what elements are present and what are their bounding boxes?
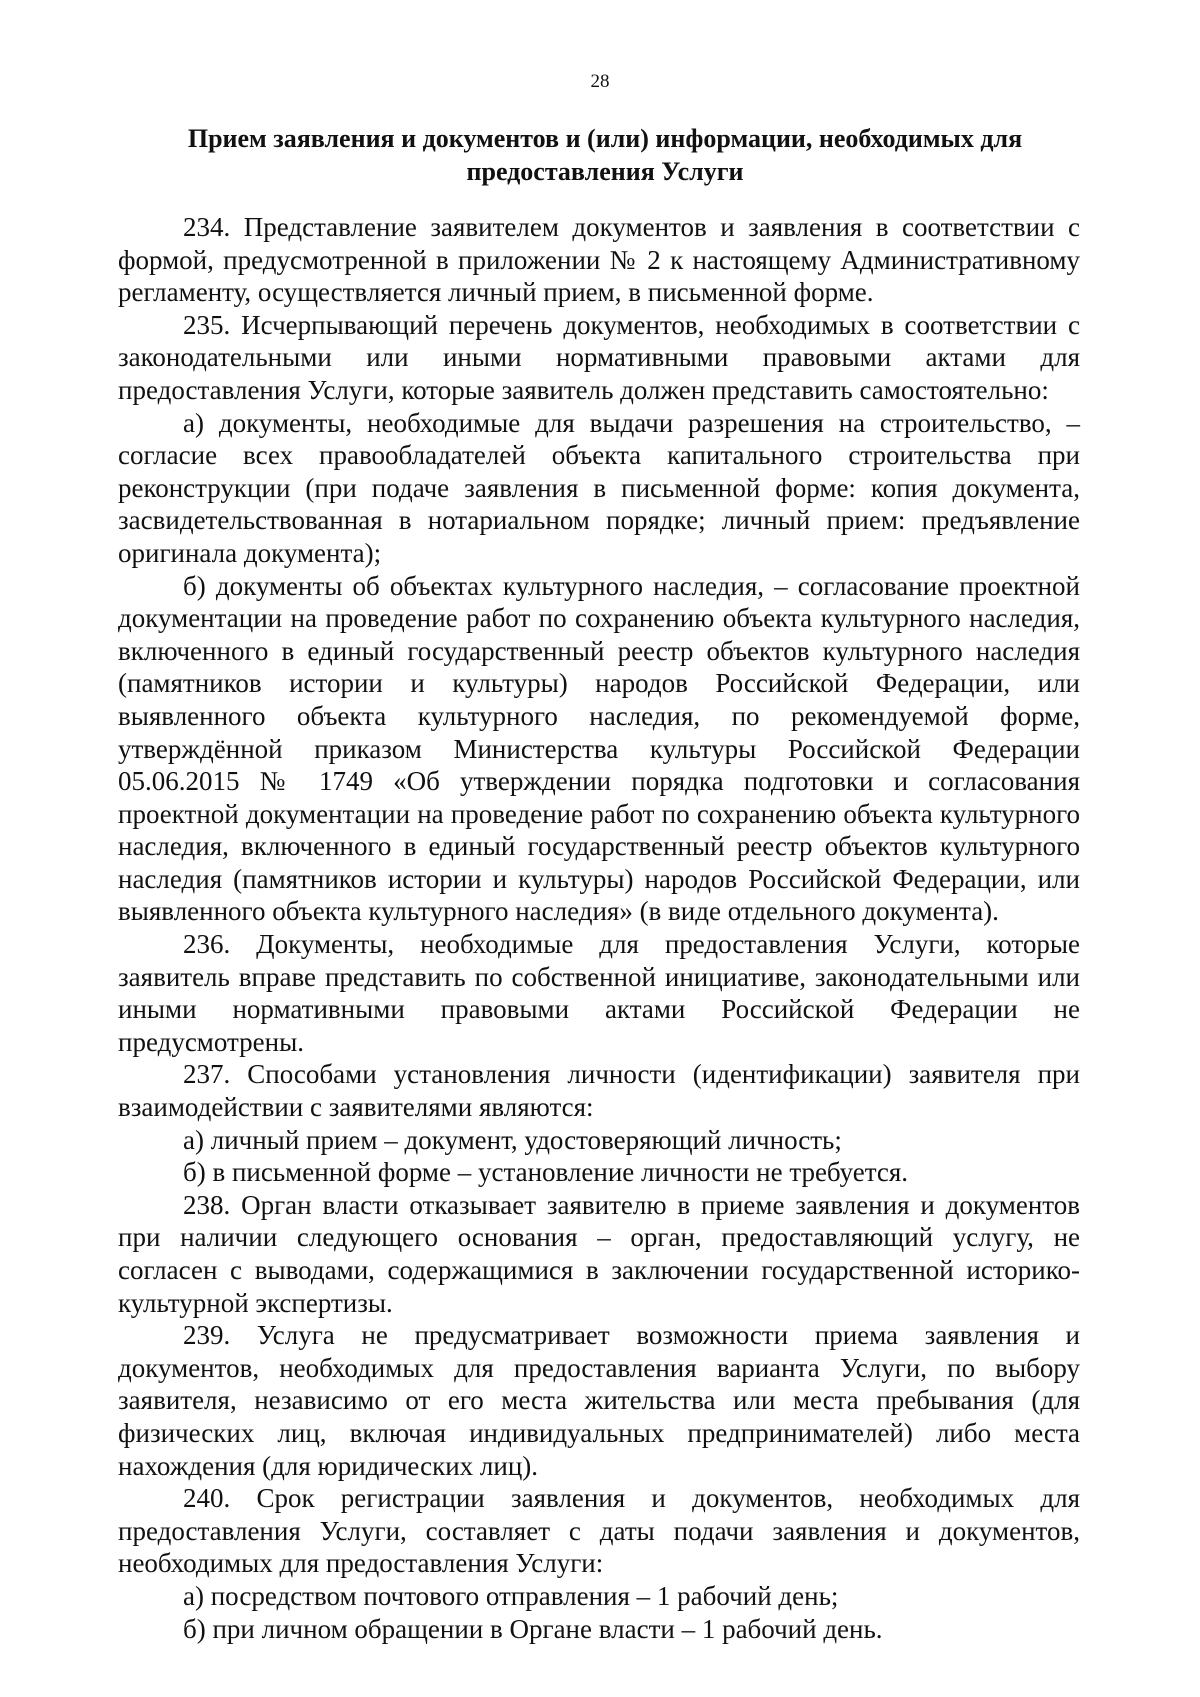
paragraph-237-a: а) личный прием – документ, удостоверяющий личность; — [183, 1124, 842, 1155]
section-heading-line-1: Прием заявления и документов и (или) информации, необходимых для — [187, 124, 1023, 153]
section-heading-line-2: предоставления Услуги — [466, 157, 744, 186]
section-heading — [165, 122, 1045, 188]
paragraph-234: 234. Представление заявителем документов и заявления в соответствии с формой, предусмотренной в приложении № 2 к настоящему Административному регламенту, осуществляется личный прием, в письменной форме. — [118, 212, 1080, 308]
paragraph-239: 239. Услуга не предусматривает возможности приема заявления и документов, необходимых для предоставления варианта Услуги, по выбору заявителя, независимо от его места жительства или места пребывания (для физических лиц, включая индивидуальных предпринимателей) либо места нахождения (для юридических лиц). — [118, 1320, 1080, 1481]
page-number: 28 — [590, 71, 610, 92]
document-body — [118, 211, 1080, 1645]
paragraph-240-b: б) при личном обращении в Органе власти – 1 рабочий день. — [183, 1613, 883, 1644]
paragraph-240-a: а) посредством почтового отправления – 1 рабочий день; — [183, 1580, 839, 1611]
paragraph-238: 238. Орган власти отказывает заявителю в приеме заявления и документов при наличии следующего основания – орган, предоставляющий услугу, не согласен с выводами, содержащимися в заключении государственной историко-культурной экспертизы. — [118, 1189, 1080, 1318]
paragraph-237: 237. Способами установления личности (идентификации) заявителя при взаимодействии с заявителями являются: — [118, 1059, 1080, 1123]
paragraph-235-b: б) документы об объектах культурного наследия, – согласование проектной документации на проведение работ по сохранению объекта культурного наследия, включенного в единый государственный реестр объектов культурного наследия (памятников истории и культуры) народов Российской Федерации, или выявленного объекта культурного наследия, по рекомендуемой форме, утверждённой приказом Министерства культуры Российской Федерации 05.06.2015 № 1749 «Об утверждении порядка подготовки и согласования проектной документации на проведение работ по сохранению объекта культурного наследия, включенного в единый государственный реестр объектов культурного наследия (памятников истории и культуры) народов Российской Федерации, или выявленного объекта культурного наследия» (в виде отдельного документа). — [118, 570, 1080, 927]
paragraph-235-a: а) документы, необходимые для выдачи разрешения на строительство, – согласие всех правообладателей объекта капитального строительства при реконструкции (при подаче заявления в письменной форме: копия документа, засвидетельствованная в нотариальном порядке; личный прием: предъявление оригинала документа); — [118, 407, 1080, 568]
paragraph-237-b: б) в письменной форме – установление личности не требуется. — [183, 1157, 909, 1188]
paragraph-240: 240. Срок регистрации заявления и документов, необходимых для предоставления Услуги, составляет с даты подачи заявления и документов, необходимых для предоставления Услуги: — [118, 1483, 1080, 1579]
paragraph-236: 236. Документы, необходимые для предоставления Услуги, которые заявитель вправе представить по собственной инициативе, законодательными или иными нормативными правовыми актами Российской Федерации не предусмотрены. — [118, 929, 1080, 1057]
paragraph-235: 235. Исчерпывающий перечень документов, необходимых в соответствии с законодательными или иными нормативными правовыми актами для предоставления Услуги, которые заявитель должен представить самостоятельно: — [118, 309, 1080, 405]
